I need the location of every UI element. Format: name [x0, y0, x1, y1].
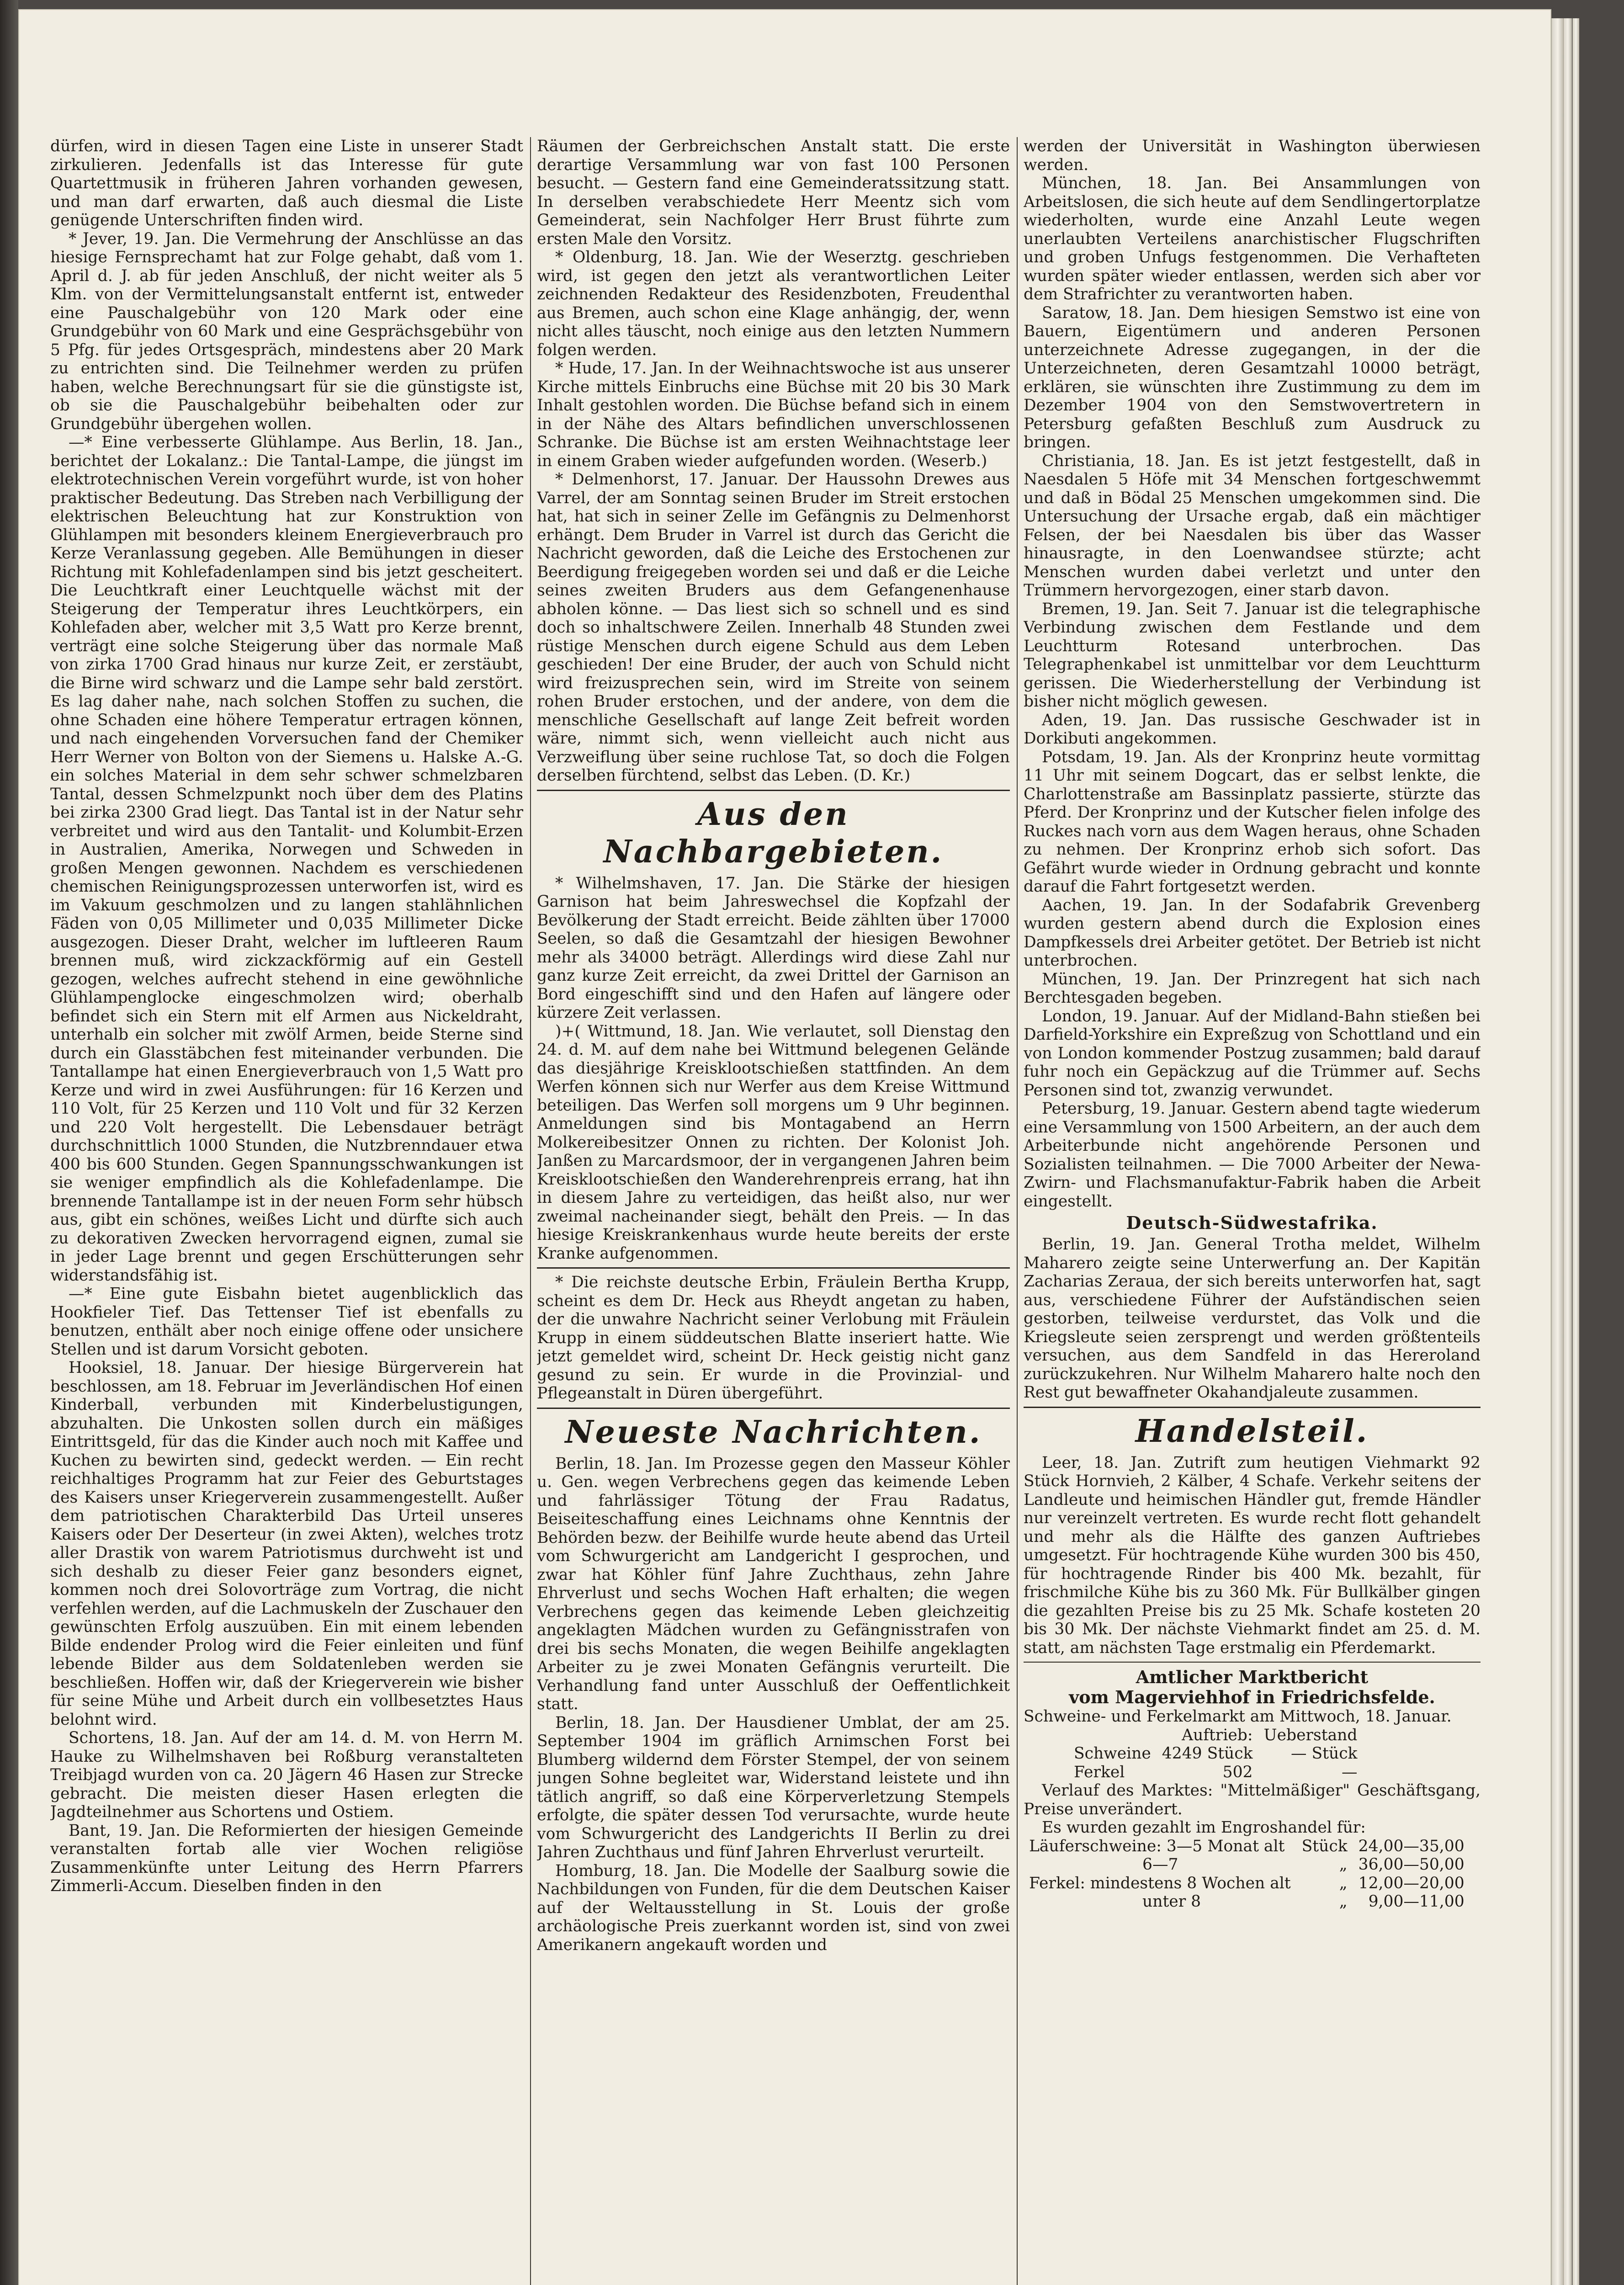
article-wilhelmshaven: * Wilhelmshaven, 17. Jan. Die Stärke der hiesigen Garnison hat beim Jahreswechsel die Kopfzahl der Bevölkerung der Stadt erreicht. Beide zählten über 17000 Seelen, so daß die Gesamtzahl der hiesigen Bewohner mehr als 34000 beträgt. Allerdings wird diese Zahl nur ganz kurze Zeit erreicht, da zwei Drittel der Garnison an Bord eingeschifft sind und den Hafen auf längere oder kürzere Zeit verlassen. — [537, 874, 1010, 1022]
market-paid-intro: Es wurden gezahlt im Engroshandel für: — [1042, 1818, 1366, 1837]
article-muenchen: München, 18. Jan. Bei Ansammlungen von Arbeitslosen, die sich heute auf dem Sendlingertorplatze wiederholten, wurde eine Anzahl Leute wegen unerlaubten Verteilens anarchistischer Flugschriften und groben Unfugs festgenommen. Die Verhafteten wurden später wieder entlassen, werden sich aber vor dem Strafrichter zu verantworten haben. — [1024, 174, 1481, 303]
table-header: Auftrieb: — [1182, 1726, 1253, 1744]
article-london: London, 19. Januar. Auf der Midland-Bahn stießen bei Darfield-Yorkshire ein Expreßzug von Schottland und ein von London kommender Postzug zusammen; bald darauf fuhr noch ein Gepäckzug auf die Trümmer auf. Sechs Personen sind tot, zwanzig verwundet. — [1024, 1007, 1481, 1100]
table-cell: Ferkel: mindestens 8 Wochen alt — [1029, 1874, 1291, 1892]
article-leer: Leer, 18. Jan. Zutrift zum heutigen Viehmarkt 92 Stück Hornvieh, 2 Kälber, 4 Schafe. Verkehr seitens der Landleute und heimischen Händler gut, fremde Händler nur vereinzelt vertreten. Es wurde recht flott gehandelt und mehr als die Hälfte des ganzen Auftriebes umgesetzt. Für hochtragende Kühe wurden 300 bis 450, für hochtragende Rinder bis 400 Mk. bezahlt, für frischmilche Kühe bis zu 360 Mk. Für Bullkälber gingen die gezahlten Preise bis zu 25 Mk. Schafe kosteten 20 bis 30 Mk. Der nächste Viehmarkt findet am 25. d. M. statt, am nächsten Tage erstmalig ein Pferdemarkt. — [1024, 1453, 1481, 1657]
article: Räumen der Gerbreichschen Anstalt statt. Die erste derartige Versammlung war von fast 100 Personen besucht. — Gestern fand eine Gemeinderatssitzung statt. In derselben verabschiedete Herr Meentz sich vom Gemeinderat, sein Nachfolger Herr Brust führte zum ersten Male den Vorsitz. — [537, 137, 1010, 248]
table-cell: — — [1341, 1763, 1358, 1781]
column-rule — [530, 137, 531, 2285]
article-bant: Bant, 19. Jan. Die Reformierten der hiesigen Gemeinde veranstalten fortab alle vier Wochen religiöse Zusammenkünfte unter Leitung des Herrn Pfarrers Zimmerli-Accum. Dieselben finden in den — [50, 1821, 523, 1895]
article-berlin-1: Berlin, 18. Jan. Im Prozesse gegen den Masseur Köhler u. Gen. wegen Verbrechens gegen das keimende Leben und fahrlässiger Tötung der Frau Radatus, Beiseiteschaffung eines Leichnams ohne Kenntnis der Behörden bezw. der Beihilfe wurde heute abend das Urteil vom Schwurgericht am Landgericht I gesprochen, und zwar hat Köhler fünf Jahre Zuchthaus, zehn Jahre Ehrverlust und sechs Wochen Haft erhalten; die wegen Verbrechens gegen das keimende Leben gleichzeitig angeklagten Mädchen wurden zu Gefängnisstrafen von drei bis sechs Monaten, die wegen Beihilfe angeklagten Arbeiter zu je zwei Monaten Gefängnis verurteilt. Die Verhandlung fand unter Ausschluß der Oeffentlichkeit statt. — [537, 1454, 1010, 1713]
newspaper-page — [18, 9, 1551, 2285]
table-cell: 6—7 — [1142, 1855, 1178, 1874]
table-cell: Ferkel — [1074, 1763, 1125, 1781]
market-date-line: Schweine- und Ferkelmarkt am Mittwoch, 18. Januar. — [1024, 1707, 1452, 1726]
article-oldenburg: * Oldenburg, 18. Jan. Wie der Weserztg. geschrieben wird, ist gegen den jetzt als verantwortlichen Leiter zeichnenden Redakteur des Residenzboten, Freudenthal aus Bremen, auch schon eine Klage anhängig, der, wenn nicht alles täuscht, noch einige aus den letzten Nummern folgen werden. — [537, 248, 1010, 359]
table-cell: 9,00—11,00 — [1368, 1892, 1465, 1911]
table-cell: Stück — [1301, 1837, 1348, 1855]
table-cell: 24,00—35,00 — [1358, 1837, 1465, 1855]
section-heading-neueste-nachrichten: Neueste Nachrichten. — [565, 1414, 982, 1451]
column-3 — [1024, 137, 1481, 2285]
table-cell: 4249 Stück — [1162, 1744, 1253, 1763]
page-stack-edge — [1551, 18, 1564, 2285]
article-delmenhorst: * Delmenhorst, 17. Januar. Der Haussohn Drewes aus Varrel, der am Sonntag seinen Bruder im Streit erstochen hat, hat sich in seiner Zelle im Gefängnis zu Delmenhorst erhängt. Dem Bruder in Varrel ist durch das Gericht die Nachricht geworden, daß die Leiche des Erstochenen zur Beerdigung freigegeben worden sei und daß er die Leiche seines zweiten Bruders aus dem Gefangenenhause abholen könne. — Das liest sich so schnell und es sind doch so inhaltschwere Zeilen. Innerhalb 48 Stunden zwei rüstige Menschen durch eigene Schuld aus dem Leben geschieden! Der eine Bruder, der auch von Schuld nicht wird freizusprechen sein, wird im Streite von seinem rohen Bruder erstochen, und der andere, von dem die menschliche Gesellschaft auf lange Zeit befreit worden wäre, nimmt sich, wenn vielleicht auch nicht aus Verzweiflung über seine ruchlose Tat, so doch die Folgen derselben fürchtend, selbst das Leben. (D. Kr.) — [537, 470, 1010, 785]
section-heading-handelsteil: Handelsteil. — [1135, 1413, 1369, 1450]
market-course: Verlauf des Marktes: "Mittelmäßiger" Geschäftsgang, Preise unverändert. — [1024, 1781, 1481, 1818]
article-berlin-trotha: Berlin, 19. Jan. General Trotha meldet, Wilhelm Maharero zeigte seine Unterwerfung an. Der Kapitän Zacharias Zeraua, der sich bereits unterworfen hat, sagt aus, verschiedene Führer der Aufständischen seien gestorben, teilweise verdurstet, das Volk und die Kriegsleute seien zersprengt und werden größtenteils versuchen, aus dem Sandfeld in das Hereroland zurückzukehren. Nur Wilhelm Maharero halte noch den Rest gut bewaffneter Okahandjaleute zusammen. — [1024, 1235, 1481, 1402]
divider — [1024, 1407, 1481, 1408]
article-aachen: Aachen, 19. Jan. In der Sodafabrik Grevenberg wurden gestern abend durch die Explosion eines Dampfkessels drei Arbeiter getötet. Der Betrieb ist nicht unterbrochen. — [1024, 896, 1481, 970]
article-eisbahn: —* Eine gute Eisbahn bietet augenblicklich das Hookfieler Tief. Das Tettenser Tief ist ebenfalls zu benutzen, enthält aber noch einige offene oder unsichere Stellen und ist darum Vorsicht geboten. — [50, 1285, 523, 1359]
divider — [537, 1267, 1010, 1269]
table-cell: — Stück — [1291, 1744, 1358, 1763]
divider — [537, 1408, 1010, 1409]
article: werden der Universität in Washington überwiesen werden. — [1024, 137, 1481, 174]
article-gluehlampe: —* Eine verbesserte Glühlampe. Aus Berlin, 18. Jan., berichtet der Lokalanz.: Die Tantal-Lampe, die jüngst im elektrotechnischen Verein vorgeführt wurde, ist von hoher praktischer Bedeutung. Das Streben nach Verbilligung der elektrischen Beleuchtung hat zur Konstruktion von Glühlampen mit besonders kleinem Energieverbrauch pro Kerze Veranlassung gegeben. Alle Bemühungen in dieser Richtung mit Kohlefadenlampen sind bis jetzt gescheitert. Die Leuchtkraft einer Leuchtquelle wächst mit der Steigerung der Temperatur ihres Leuchtkörpers, ein Kohlefaden aber, welcher mit 3,5 Watt pro Kerze brennt, verträgt eine solche Steigerung über das normale Maß von zirka 1700 Grad hinaus nur kurze Zeit, er zerstäubt, die Birne wird schwarz und die Lampe sehr bald zerstört. Es lag daher nahe, nach solchen Stoffen zu suchen, die ohne Schaden eine höhere Temperatur ertragen können, und nach eingehenden Vorversuchen fand der Chemiker Herr Werner von Bolton von der Siemens u. Halske A.-G. ein solches Material in dem sehr schwer schmelzbaren Tantal, dessen Schmelzpunkt noch über dem des Platins bei zirka 2300 Grad liegt. Das Tantal ist in der Natur sehr verbreitet und wird aus den Tantalit- und Kolumbit-Erzen in Australien, Amerika, Norwegen und Schweden in großen Mengen gewonnen. Nachdem es verschiedenen chemischen Reinigungsprozessen unterworfen ist, wird es im Vakuum geschmolzen und zu langen stahlähnlichen Fäden von 0,05 Millimeter und 0,035 Millimeter Dicke ausgezogen. Dieser Draht, welcher im luftleeren Raum brennen muß, wird zickzackförmig auf ein Gestell gezogen, welches aufrecht stehend in eine gewöhnliche Glühlampenglocke eingeschmolzen wird; oberhalb befindet sich ein Stern mit elf Armen aus Nickeldraht, unterhalb ein solcher mit zwölf Armen, beide Sterne sind durch ein Glasstäbchen fest miteinander verbunden. Die Tantallampe hat einen Energieverbrauch von 1,5 Watt pro Kerze und wird in zwei Ausführungen: für 16 Kerzen und 110 Volt, für 25 Kerzen und 110 Volt und für 32 Kerzen und 220 Volt hergestellt. Die Lebensdauer beträgt durchschnittlich 1000 Stunden, die Nutzbrenndauer etwa 400 bis 600 Stunden. Gegen Spannungsschwankungen ist sie weniger empfindlich als die Kohlefadenlampe. Die brennende Tantallampe ist in der neuen Form sehr hübsch aus, gibt ein schönes, weißes Licht und dürfte sich auch zu dekorativen Zwecken hervorragend eignen, zumal sie in jeder Lage brennt und gegen Erschütterungen sehr widerstandsfähig ist. — [50, 433, 523, 1285]
columns — [50, 137, 1481, 2285]
divider — [1024, 1662, 1481, 1663]
article: dürfen, wird in diesen Tagen eine Liste in unserer Stadt zirkulieren. Jedenfalls ist das Interesse für gute Quartettmusik in früheren Jahren vorhanden gewesen, und man darf erwarten, daß auch diesmal die Liste genügende Unterschriften finden wird. — [50, 137, 523, 229]
page-stack-edge — [1572, 18, 1579, 2285]
scan-edge-left — [0, 0, 18, 2285]
column-2 — [537, 137, 1010, 2285]
section-heading-suedwestafrika: Deutsch-Südwestafrika. — [1126, 1212, 1378, 1233]
table-header: Ueberstand — [1263, 1726, 1358, 1744]
article-wittmund: )+( Wittmund, 18. Jan. Wie verlautet, soll Dienstag den 24. d. M. auf dem nahe bei Wittmund belegenen Gelände das diesjährige Kreisklootschießen stattfinden. An dem Werfen können sich nur Werfer aus dem Kreise Wittmund beteiligen. Das Werfen soll morgens um 9 Uhr beginnen. Anmeldungen sind bis Montagabend an Herrn Molkereibesitzer Onnen zu richten. Der Kolonist Joh. Janßen zu Marcardsmoor, der in vergangenen Jahren beim Kreisklootschießen den Wanderehrenpreis errang, hat ihn in diesem Jahre zu verteidigen, das heißt also, nur wer zweimal nacheinander siegt, behält den Preis. — In das hiesige Kreiskrankenhaus wurde heute bereits der erste Kranke aufgenommen. — [537, 1022, 1010, 1263]
article-jever: * Jever, 19. Jan. Die Vermehrung der Anschlüsse an das hiesige Fernsprechamt hat zur Folge gehabt, daß vom 1. April d. J. ab für jeden Anschluß, der nicht weiter als 5 Klm. von der Vermittelungsanstalt entfernt ist, entweder eine Pauschalgebühr von 120 Mark oder eine Grundgebühr von 60 Mark und eine Gesprächsgebühr von 5 Pfg. für jedes Ortsgespräch, mindestens aber 20 Mark zu entrichten sind. Die Teilnehmer werden zu prüfen haben, welche Berechnungsart für sie die günstigste ist, ob sie die Pauschalgebühr beibehalten oder zur Grundgebühr übergehen wollen. — [50, 229, 523, 433]
page-stack-edge — [1563, 18, 1572, 2285]
table-cell: „ — [1339, 1855, 1348, 1874]
article-potsdam: Potsdam, 19. Jan. Als der Kronprinz heute vormittag 11 Uhr mit seinem Dogcart, das er selbst lenkte, die Charlottenstraße am Bassinplatz passierte, stürzte das Pferd. Der Kronprinz und der Kutscher fielen infolge des Ruckes nach vorn aus dem Wagen heraus, ohne Schaden zu nehmen. Der Kronprinz erhob sich sofort. Das Gefährt wurde wieder in Ordnung gebracht und konnte darauf die Fahrt fortgesetzt werden. — [1024, 748, 1481, 896]
table-cell: „ — [1339, 1874, 1348, 1892]
table-cell: „ — [1339, 1892, 1348, 1911]
market-report-subtitle: vom Magerviehhof in Friedrichsfelde. — [1069, 1687, 1435, 1707]
table-cell: 502 — [1222, 1763, 1253, 1781]
article-aden: Aden, 19. Jan. Das russische Geschwader ist in Dorkibuti angekommen. — [1024, 711, 1481, 748]
article-saratow: Saratow, 18. Jan. Dem hiesigen Semstwo ist eine von Bauern, Eigentümern und anderen Personen unterzeichnete Adresse zugegangen, in der die Unterzeichneten, deren Gesamtzahl 10000 beträgt, erklären, sie wünschten ihre Zustimmung zu dem im Dezember 1904 von den Semstwovertretern in Petersburg gefaßten Beschluß zum Ausdruck zu bringen. — [1024, 303, 1481, 452]
article-petersburg: Petersburg, 19. Januar. Gestern abend tagte wiederum eine Versammlung von 1500 Arbeitern, an der auch dem Arbeiterbunde nicht angehörende Personen und Sozialisten teilnahmen. — Die 7000 Arbeiter der Newa-Zwirn- und Flachsmanufaktur-Fabrik haben die Arbeit eingestellt. — [1024, 1100, 1481, 1211]
article-erbin: * Die reichste deutsche Erbin, Fräulein Bertha Krupp, scheint es dem Dr. Heck aus Rheydt angetan zu haben, der die unwahre Nachricht seiner Verlobung mit Fräulein Krupp in einem süddeutschen Blatte inseriert hatte. Wie jetzt gemeldet wird, scheint Dr. Heck geistig nicht ganz gesund zu sein. Er wurde in die Provinzial- und Pflegeanstalt in Düren übergeführt. — [537, 1273, 1010, 1403]
table-cell: 12,00—20,00 — [1358, 1874, 1465, 1892]
table-cell: Schweine — [1074, 1744, 1151, 1763]
table-cell: 36,00—50,00 — [1358, 1855, 1465, 1874]
market-table-auftrieb — [1037, 1726, 1363, 1782]
market-report-title: Amtlicher Marktbericht — [1136, 1667, 1369, 1687]
section-heading-nachbargebiete: Aus den Nachbargebieten. — [603, 796, 944, 870]
table-cell: unter 8 — [1142, 1892, 1201, 1911]
table-cell: Läuferschweine: 3—5 Monat alt — [1029, 1837, 1285, 1855]
column-1 — [50, 137, 523, 2285]
market-table-prices — [1024, 1837, 1470, 1911]
article-bremen: Bremen, 19. Jan. Seit 7. Januar ist die telegraphische Verbindung zwischen dem Festlande und dem Leuchtturm Rotesand unterbrochen. Das Telegraphenkabel ist unmittelbar vor dem Leuchtturm gerissen. Die Wiederherstellung der Verbindung ist bisher nicht möglich gewesen. — [1024, 600, 1481, 711]
column-rule — [1017, 137, 1018, 2285]
divider — [537, 790, 1010, 791]
article-muenchen-2: München, 19. Jan. Der Prinzregent hat sich nach Berchtesgaden begeben. — [1024, 970, 1481, 1007]
article-berlin-2: Berlin, 18. Jan. Der Hausdiener Umblat, der am 25. September 1904 im gräflich Arnimschen Forst bei Blumberg wildernd dem Förster Stempel, der von seinem jungen Sohne begleitet war, Widerstand leistete und ihn tätlich angriff, so daß eine Körperverletzung Stempels erfolgte, die später dessen Tod verursachte, wurde heute vom Schwurgericht des Landgerichts II Berlin zu drei Jahren Zuchthaus und fünf Jahren Ehrverlust verurteilt. — [537, 1713, 1010, 1861]
article-christiania: Christiania, 18. Jan. Es ist jetzt festgestellt, daß in Naesdalen 5 Höfe mit 34 Menschen fortgeschwemmt und daß in Bödal 25 Menschen umgekommen sind. Die Untersuchung der Ursache ergab, daß ein mächtiger Felsen, der bei Naesdalen bis über das Wasser hinausragte, in den Loenwandsee stürzte; acht Menschen wurden dabei verletzt und unter den Trümmern hervorgezogen, einer starb davon. — [1024, 452, 1481, 600]
article-schortens: Schortens, 18. Jan. Auf der am 14. d. M. von Herrn M. Hauke zu Wilhelmshaven bei Roßburg veranstalteten Treibjagd wurden von ca. 20 Jägern 46 Hasen zur Strecke gebracht. Die meisten dieser Hasen erlegten die Jagdteilnehmer aus Schortens und Ostiem. — [50, 1729, 523, 1821]
article-hooksiel: Hooksiel, 18. Januar. Der hiesige Bürgerverein hat beschlossen, am 18. Februar im Jeverländischen Hof einen Kinderball, verbunden mit Kinderbelustigungen, abzuhalten. Die Unkosten sollen durch ein mäßiges Eintrittsgeld, für das die Kinder auch noch mit Kaffee und Kuchen zu bewirten sind, gedeckt werden. — Ein recht reichhaltiges Programm hat zur Feier des Geburtstages des Kaisers unser Kriegerverein zusammengestellt. Außer dem patriotischen Charakterbild Das Urteil unseres Kaisers oder Der Deserteur (in zwei Akten), welches trotz aller Drastik von warem Patriotismus durchweht ist und sich deshalb zu dieser Feier ganz besonders eignet, kommen noch drei Solovorträge zum Vortrag, die nicht verfehlen werden, auf die Lachmuskeln der Zuschauer den gewünschten Erfolg auszuüben. Ein mit einem lebenden Bilde endender Prolog wird die Feier einleiten und fünf lebende Bilder aus dem Soldatenleben werden sie beschließen. Hoffen wir, daß der Kriegerverein wie bisher für seine Mühe und Arbeit durch ein vollbesetztes Haus belohnt wird. — [50, 1359, 523, 1729]
article-hude: * Hude, 17. Jan. In der Weihnachtswoche ist aus unserer Kirche mittels Einbruchs eine Büchse mit 20 bis 30 Mark Inhalt gestohlen worden. Die Büchse befand sich in einem in der Nähe des Altars befindlichen unverschlossenen Schranke. Die Büchse ist am ersten Weihnachtstage leer in einem Graben wieder aufgefunden worden. (Weserb.) — [537, 359, 1010, 470]
article-homburg: Homburg, 18. Jan. Die Modelle der Saalburg sowie die Nachbildungen von Funden, für die dem Deutschen Kaiser auf der Weltausstellung in St. Louis der große archäologische Preis zuerkannt worden ist, sind von zwei Amerikanern angekauft worden und — [537, 1861, 1010, 1954]
